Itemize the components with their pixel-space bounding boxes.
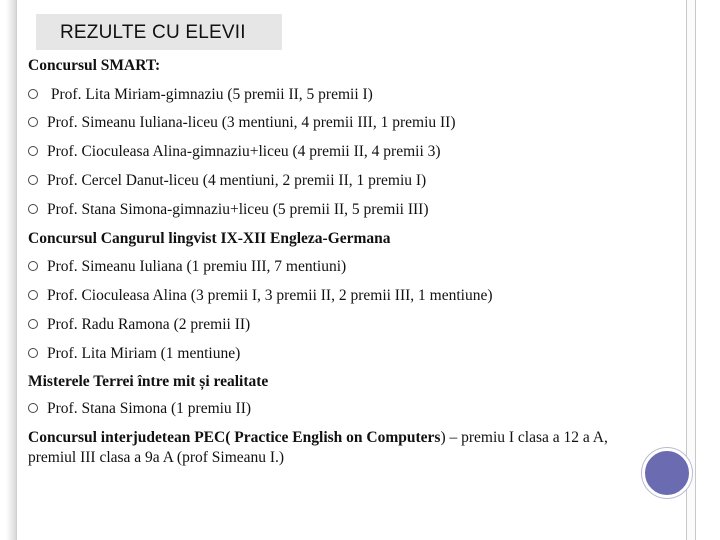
bullet-icon [28,175,38,185]
bullet-icon [28,290,38,300]
list-item-text: Prof. Radu Ramona (2 premii II) [47,316,251,333]
bullet-icon [28,319,38,329]
list-item [28,258,346,276]
list-item [28,287,493,305]
list-item [28,345,240,363]
list-item [28,316,250,334]
list-item-text: Prof. Cercel Danut-liceu (4 mentiuni, 2 premii II, 1 premiu I) [47,172,427,189]
bullet-icon [28,117,38,127]
bullet-icon [28,89,38,99]
section-heading-cangurul: Concursul Cangurul lingvist IX-XII Engleza-Germana [28,230,391,247]
list-item-text: Prof. Stana Simona-gimnaziu+liceu (5 premii II, 5 premii III) [47,201,429,218]
list-item-text: Prof. Stana Simona (1 premiu II) [47,400,252,417]
bullet-icon [28,204,38,214]
page-title: REZULTE CU ELEVII [60,22,246,43]
list-item [28,172,426,190]
final-paragraph-bold: Concursul interjudetean PEC( Practice English on Computers [28,429,441,446]
final-paragraph [28,428,653,468]
list-item-text: Prof. Simeanu Iuliana-liceu (3 mentiuni, 4 premii III, 1 premiu II) [47,114,456,131]
decorative-circle [642,448,692,498]
bullet-icon [28,348,38,358]
list-item-text: Prof. Lita Miriam (1 mentiune) [47,345,241,362]
list-item-text: Prof. Lita Miriam-gimnaziu (5 premii II, 5 premii I) [50,86,373,103]
list-item-text: Prof. Cioculeasa Alina (3 premii I, 3 premii II, 2 premii III, 1 mentiune) [47,287,493,304]
list-item [28,400,251,418]
bullet-icon [28,146,38,156]
list-item [28,143,441,161]
list-item-text: Prof. Simeanu Iuliana (1 premiu III, 7 mentiuni) [47,258,347,275]
final-paragraph-rest: ) – premiu I clasa a 12 a A, premiul III clasa a 9a A (prof Simeanu I.) [28,429,608,466]
list-item [28,114,455,132]
list-item [28,201,429,219]
list-item-text: Prof. Cioculeasa Alina-gimnaziu+liceu (4 premii II, 4 premii 3) [47,143,441,160]
bullet-icon [28,261,38,271]
section-heading-smart: Concursul SMART: [28,57,161,74]
list-item [28,86,373,104]
left-frame-border [6,0,17,540]
section-heading-misterele: Misterele Terrei între mit și realitate [28,373,269,390]
bullet-icon [28,403,38,413]
